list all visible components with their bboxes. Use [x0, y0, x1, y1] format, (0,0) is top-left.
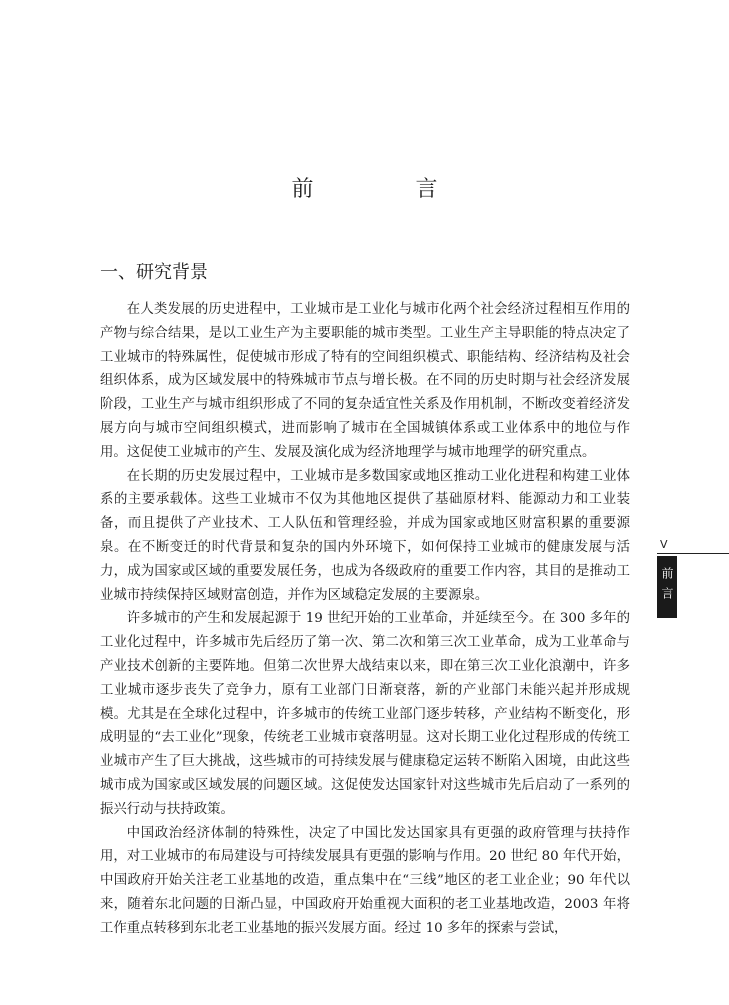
paragraph: 在长期的历史发展过程中，工业城市是多数国家或地区推动工业化进程和构建工业体系的主要承载体。这些工业城市不仅为其他地区提供了基础原材料、能源动力和工业装备，而且提供了产业技术、工人队伍和管理经验，并成为国家或地区财富积累的重要源泉。在不断变迁的时代背景和复杂的国内外环境下，如何保持工业城市的健康发展与活力，成为国家或区域的重要发展任务，也成为各级政府的重要工作内容，其目的是推动工业城市持续保持区域财富创造，并作为区域稳定发展的主要源泉。	[100, 468, 630, 603]
paragraph: 在人类发展的历史进程中，工业城市是工业化与城市化两个社会经济过程相互作用的产物与综合结果，是以工业生产为主要职能的城市类型。工业生产主导职能的特点决定了工业城市的特殊属性，促使城市形成了特有的空间组织模式、职能结构、经济结构及社会组织体系，成为区域发展中的特殊城市节点与增长极。在不同的历史时期与社会经济发展阶段，工业生产与城市组织形成了不同的复杂适宜性关系及作用机制，不断改变着经济发展方向与城市空间组织模式，进而影响了城市在全国城镇体系或工业体系中的地位与作用。这促使工业城市的产生、发展及演化成为经济地理学与城市地理学的研究重点。	[100, 302, 630, 460]
body-text	[100, 298, 630, 941]
side-section-tab: 前言	[657, 556, 677, 618]
side-divider	[657, 553, 729, 554]
side-page-number: V	[660, 538, 668, 551]
paragraph: 中国政治经济体制的特殊性，决定了中国比发达国家具有更强的政府管理与扶持作用，对工业城市的布局建设与可持续发展具有更强的影响与作用。20 世纪 80 年代开始，中国政府开始关注老工业基地的改造，重点集中在“三线”地区的老工业企业；90 年代以来，随着东北问题的日渐凸显，中国政府开始重视大面积的老工业基地改造，2003 年将工作重点转移到东北老工业基地的振兴发展方面。经过 10 多年的探索与尝试，	[100, 825, 630, 936]
section-heading: 一、研究背景	[100, 262, 208, 283]
paragraph: 许多城市的产生和发展起源于 19 世纪开始的工业革命，并延续至今。在 300 多年的工业化过程中，许多城市先后经历了第一次、第二次和第三次工业革命，成为工业革命与产业技术创新的主要阵地。但第二次世界大战结束以来，即在第三次工业化浪潮中，许多工业城市逐步丧失了竞争力，原有工业部门日渐衰落，新的产业部门未能兴起并形成规模。尤其是在全球化过程中，许多城市的传统工业部门逐步转移，产业结构不断变化，形成明显的“去工业化”现象，传统老工业城市衰落明显。这对长期工业化过程形成的传统工业城市产生了巨大挑战，这些城市的可持续发展与健康稳定运转不断陷入困境，由此这些城市成为国家或区域发展的问题区域。这促使发达国家针对这些城市先后启动了一系列的振兴行动与扶持政策。	[100, 611, 630, 817]
page-title: 前 言	[291, 177, 478, 202]
